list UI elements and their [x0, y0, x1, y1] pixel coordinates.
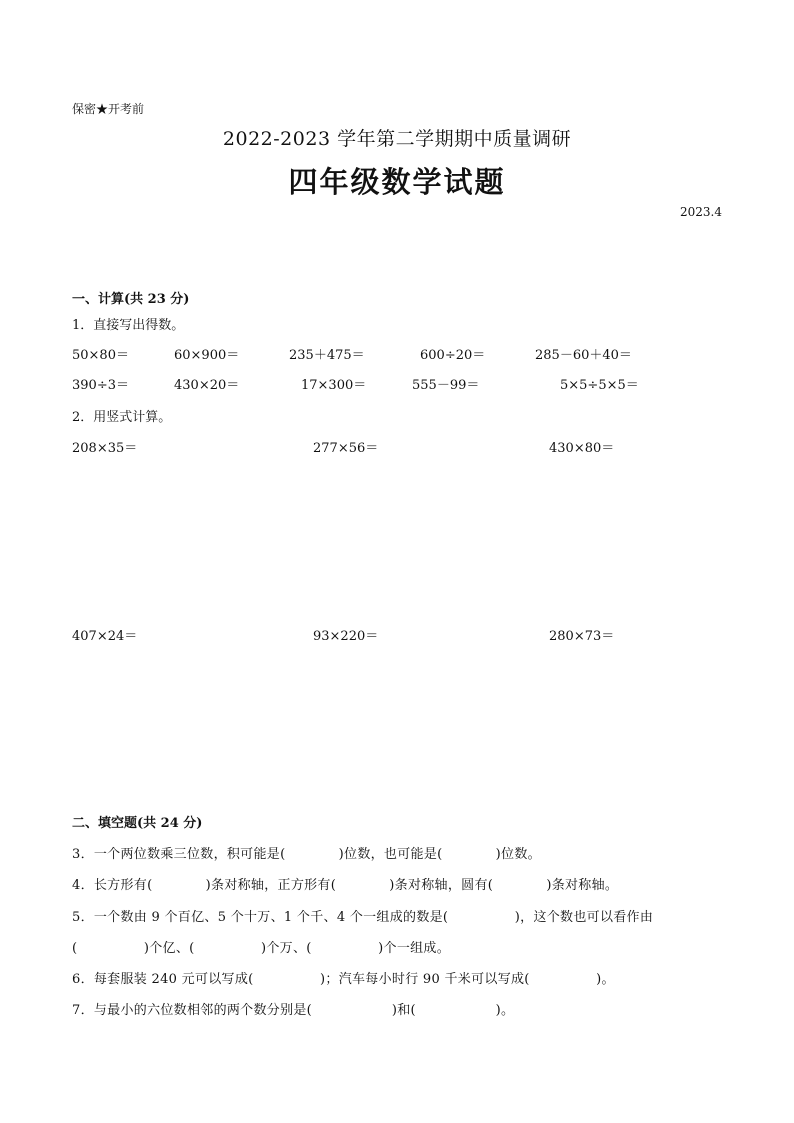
q1-label: 1．直接写出得数。 [72, 318, 185, 333]
q1-item: 600÷20＝ [420, 348, 486, 363]
exam-subtitle: 四年级数学试题 [288, 165, 506, 199]
q1-item: 285－60＋40＝ [535, 348, 632, 363]
q1-item: 390÷3＝ [72, 378, 129, 393]
question-3: 3．一个两位数乘三位数，积可能是( )位数，也可能是( )位数。 [72, 847, 541, 862]
q1-item: 430×20＝ [174, 378, 240, 393]
q1-item: 60×900＝ [174, 348, 240, 363]
question-5-line1: 5．一个数由 9 个百亿、5 个十万、1 个千、4 个一组成的数是( )，这个数也可以看作由 [72, 910, 654, 925]
q2-item: 277×56＝ [313, 441, 379, 456]
question-7: 7．与最小的六位数相邻的两个数分别是( )和( )。 [72, 1003, 515, 1018]
section1-heading: 一、计算(共 23 分) [72, 292, 190, 307]
q1-item: 17×300＝ [301, 378, 367, 393]
exam-date: 2023.4 [680, 205, 722, 219]
q1-item: 235＋475＝ [289, 348, 365, 363]
question-6: 6．每套服装 240 元可以写成( )；汽车每小时行 90 千米可以写成( )。 [72, 972, 615, 987]
q1-item: 555－99＝ [412, 378, 480, 393]
q2-item: 430×80＝ [549, 441, 615, 456]
q2-label: 2．用竖式计算。 [72, 410, 172, 425]
confidential-label: 保密★开考前 [72, 102, 145, 116]
question-5-line2: ( )个亿、( )个万、( )个一组成。 [72, 941, 451, 956]
q2-item: 407×24＝ [72, 629, 138, 644]
section2-heading: 二、填空题(共 24 分) [72, 816, 203, 831]
exam-title: 2022-2023 学年第二学期期中质量调研 [222, 128, 572, 150]
q2-item: 280×73＝ [549, 629, 615, 644]
q1-item: 50×80＝ [72, 348, 129, 363]
q1-item: 5×5÷5×5＝ [560, 378, 639, 393]
question-4: 4．长方形有( )条对称轴，正方形有( )条对称轴，圆有( )条对称轴。 [72, 878, 619, 893]
q2-item: 208×35＝ [72, 441, 138, 456]
q2-item: 93×220＝ [313, 629, 379, 644]
